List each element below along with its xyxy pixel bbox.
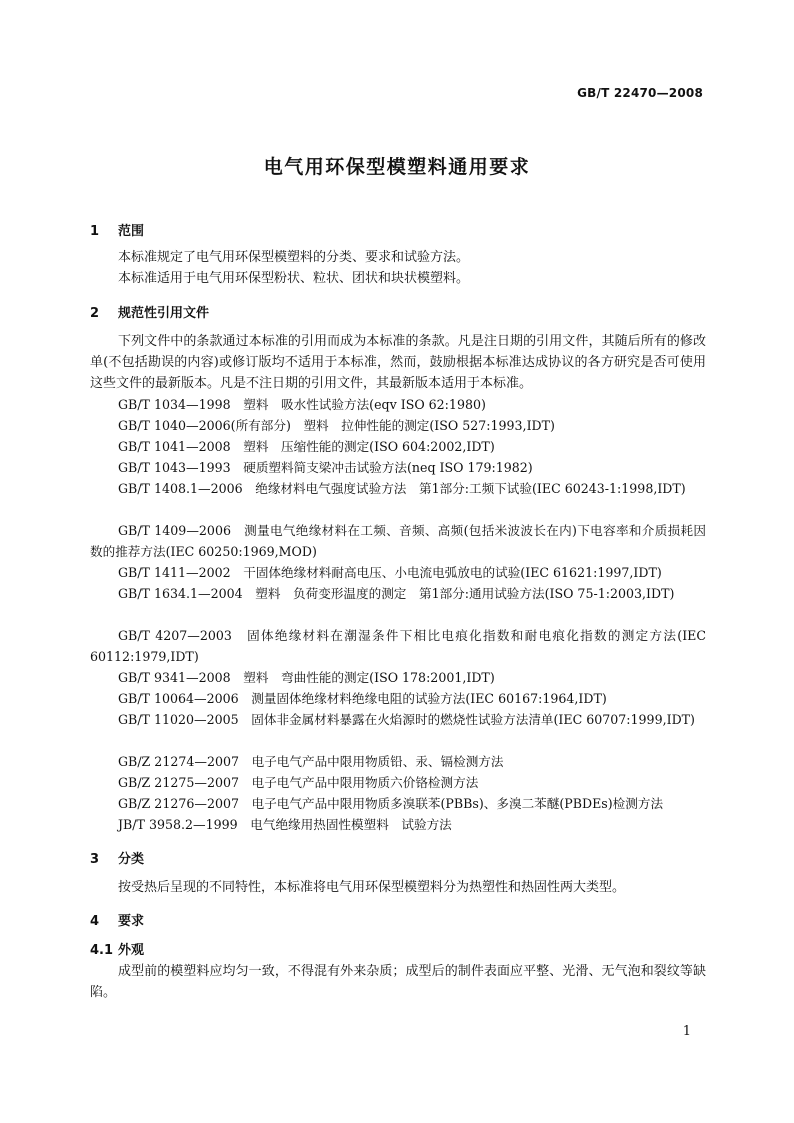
section-number: 4 — [90, 914, 100, 929]
appearance-paragraph: 成型前的模塑料应均匀一致，不得混有外来杂质；成型后的制件表面应平整、光滑、无气泡和裂纹等缺陷。 — [90, 964, 706, 1000]
subsection-number: 4.1 — [90, 943, 114, 958]
classification-paragraph: 按受热后呈现的不同特性，本标准将电气用环保型模塑料分为热塑性和热固性两大类型。 — [118, 880, 626, 895]
reference-item: GB/T 11020—2005 固体非金属材料暴露在火焰源时的燃烧性试验方法清单(IEC 60707:1999,IDT) — [118, 712, 695, 727]
reference-item: GB/Z 21275—2007 电子电气产品中限用物质六价铬检测方法 — [118, 775, 479, 790]
section-heading-scope — [90, 220, 144, 239]
reference-item: GB/T 9341—2008 塑料 弯曲性能的测定(ISO 178:2001,IDT) — [118, 670, 495, 685]
standard-number: GB/T 22470—2008 — [577, 86, 703, 100]
subsection-title: 外观 — [118, 943, 145, 958]
section-number: 2 — [90, 306, 100, 321]
scope-paragraph-2: 本标准适用于电气用环保型粉状、粒状、团状和块状模塑料。 — [118, 271, 470, 286]
section-heading-classification — [90, 848, 144, 867]
section-title: 规范性引用文件 — [118, 306, 210, 321]
reference-item: GB/T 1634.1—2004 塑料 负荷变形温度的测定 第1部分:通用试验方法(ISO 75-1:2003,IDT) — [118, 586, 675, 601]
reference-item: GB/T 1040—2006(所有部分) 塑料 拉伸性能的测定(ISO 527:1993,IDT) — [118, 418, 555, 433]
section-number: 1 — [90, 224, 100, 239]
reference-item: GB/T 1043—1993 硬质塑料简支梁冲击试验方法(neq ISO 179:1982) — [118, 460, 533, 475]
reference-item: GB/T 4207—2003 固体绝缘材料在潮湿条件下相比电痕化指数和耐电痕化指数的测定方法(IEC 60112:1979,IDT) — [90, 628, 706, 664]
references-intro: 下列文件中的条款通过本标准的引用而成为本标准的条款。凡是注日期的引用文件，其随后所有的修改单(不包括勘误的内容)或修订版均不适用于本标准，然而，鼓励根据本标准达成协议的各方研究是否可使用这些文件的最新版本。凡是不注日期的引用文件，其最新版本适用于本标准。 — [90, 334, 706, 391]
reference-item: GB/T 1041—2008 塑料 压缩性能的测定(ISO 604:2002,IDT) — [118, 439, 495, 454]
document-title: 电气用环保型模塑料通用要求 — [263, 156, 531, 178]
reference-item: GB/T 1409—2006 测量电气绝缘材料在工频、音频、高频(包括米波波长在内)下电容率和介质损耗因数的推荐方法(IEC 60250:1969,MOD) — [90, 523, 706, 559]
reference-item: GB/Z 21274—2007 电子电气产品中限用物质铅、汞、镉检测方法 — [118, 754, 504, 769]
section-title: 范围 — [118, 224, 145, 239]
reference-item: JB/T 3958.2—1999 电气绝缘用热固性模塑料 试验方法 — [118, 817, 452, 832]
section-number: 3 — [90, 852, 100, 867]
reference-item: GB/Z 21276—2007 电子电气产品中限用物质多溴联苯(PBBs)、多溴二苯醚(PBDEs)检测方法 — [118, 796, 664, 811]
page-number: 1 — [682, 1024, 691, 1039]
section-title: 要求 — [118, 914, 145, 929]
subsection-heading-appearance — [90, 939, 144, 958]
reference-item: GB/T 1408.1—2006 绝缘材料电气强度试验方法 第1部分:工频下试验(IEC 60243-1:1998,IDT) — [118, 481, 686, 496]
scope-paragraph-1: 本标准规定了电气用环保型模塑料的分类、要求和试验方法。 — [118, 250, 470, 265]
section-title: 分类 — [118, 852, 145, 867]
reference-item: GB/T 10064—2006 测量固体绝缘材料绝缘电阻的试验方法(IEC 60167:1964,IDT) — [118, 691, 607, 706]
section-heading-normative-references — [90, 302, 209, 321]
reference-item: GB/T 1411—2002 干固体绝缘材料耐高电压、小电流电弧放电的试验(IEC 61621:1997,IDT) — [118, 565, 662, 580]
section-heading-requirements — [90, 910, 144, 929]
reference-item: GB/T 1034—1998 塑料 吸水性试验方法(eqv ISO 62:1980) — [118, 397, 486, 412]
